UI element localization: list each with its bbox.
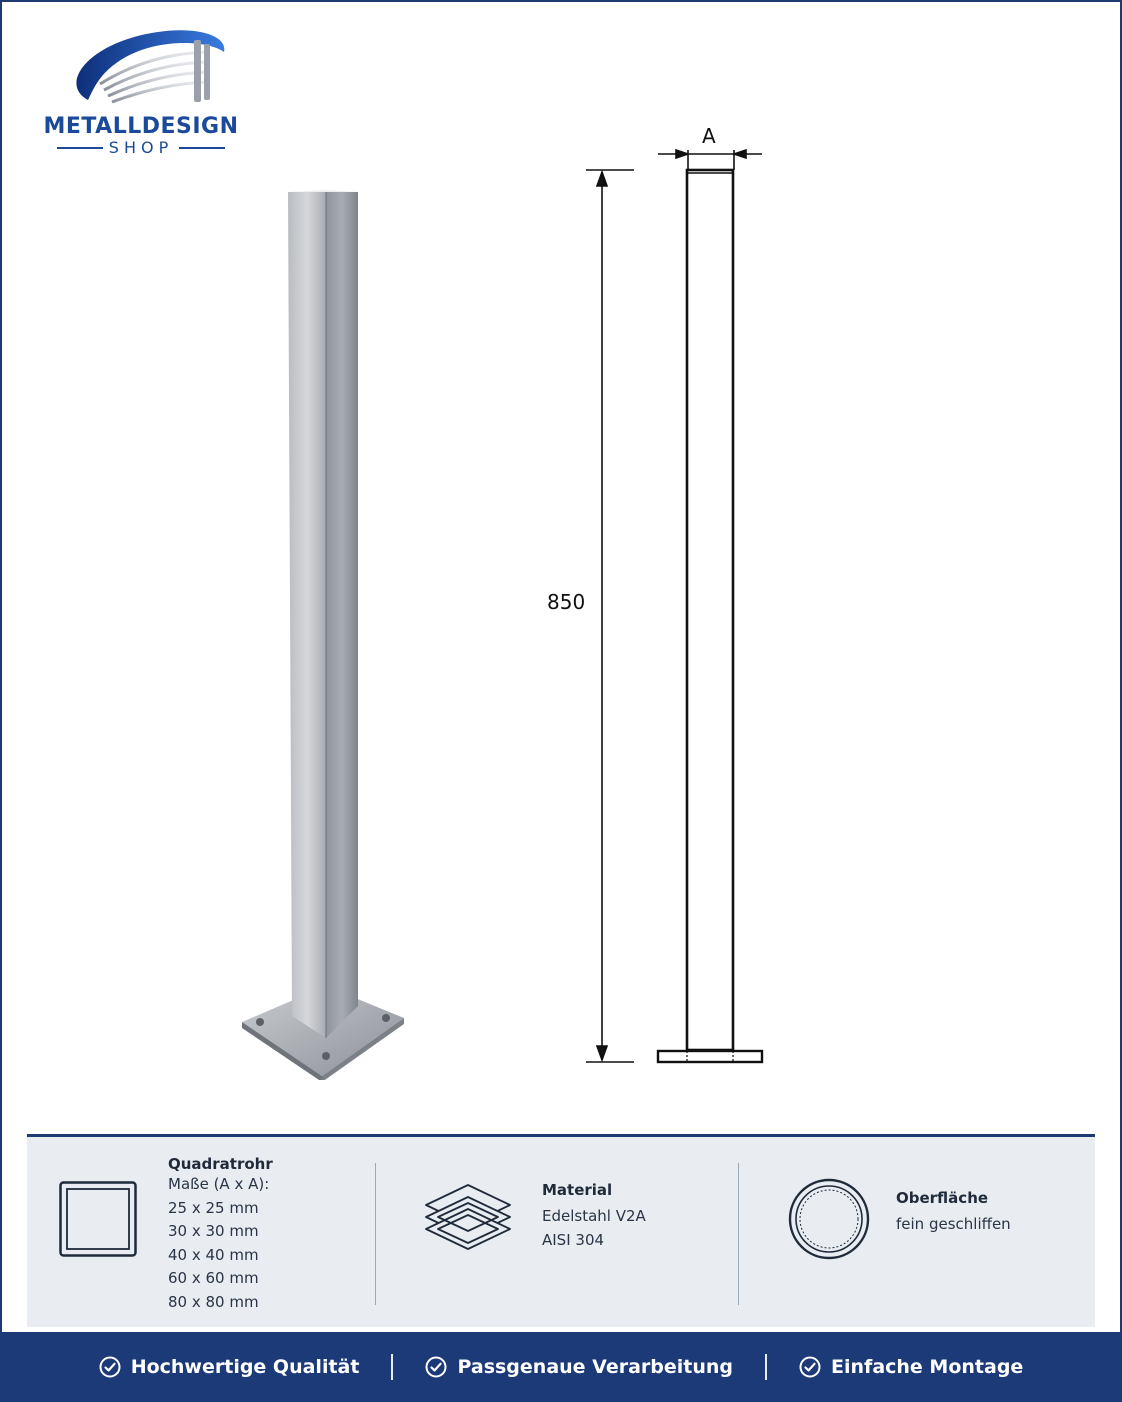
brand-sub (28, 138, 254, 157)
spec-material-line: AISI 304 (542, 1230, 605, 1249)
check-circle-icon (799, 1356, 821, 1378)
dimension-width-label: A (702, 124, 716, 148)
layers-icon (422, 1181, 514, 1261)
feature-item (99, 1356, 360, 1378)
square-tube-icon (59, 1181, 137, 1257)
feature-label: Hochwertige Qualität (130, 1356, 360, 1378)
feature-separator (391, 1354, 393, 1380)
spec-shape-line: 40 x 40 mm (168, 1245, 259, 1264)
spec-shape-line: 30 x 30 mm (168, 1222, 259, 1240)
feature-item (425, 1356, 733, 1378)
spec-material (376, 1137, 738, 1327)
check-circle-icon (99, 1356, 121, 1378)
spec-surface-title: Oberfläche (896, 1189, 989, 1207)
spec-material-title: Material (542, 1181, 613, 1199)
spec-shape-line: 60 x 60 mm (168, 1269, 259, 1287)
spec-shape (27, 1137, 375, 1327)
feature-bar (0, 1332, 1122, 1402)
check-circle-icon (425, 1356, 447, 1378)
product-post-illustration (230, 180, 420, 1080)
spec-shape-title: Quadratrohr (168, 1155, 273, 1173)
brand-sub-text: SHOP (108, 138, 174, 157)
feature-separator (765, 1354, 767, 1380)
spec-shape-line: Maße (A x A): (168, 1175, 270, 1193)
spec-surface-line: fein geschliffen (896, 1215, 1011, 1233)
dimension-height-label: 850 (547, 590, 586, 614)
railing-logo-icon (28, 24, 258, 114)
brand-name: METALLDESIGN (43, 114, 239, 139)
brand-logo (28, 24, 258, 164)
feature-label: Passgenaue Verarbeitung (457, 1356, 734, 1378)
spec-shape-line: 25 x 25 mm (168, 1198, 259, 1217)
feature-label: Einfache Montage (831, 1356, 1024, 1378)
ring-surface-icon (787, 1177, 871, 1261)
feature-item (799, 1356, 1023, 1378)
spec-material-line: Edelstahl V2A (542, 1207, 646, 1225)
spec-surface (739, 1137, 1095, 1327)
spec-shape-line: 80 x 80 mm (168, 1292, 259, 1311)
spec-panel (27, 1134, 1095, 1327)
